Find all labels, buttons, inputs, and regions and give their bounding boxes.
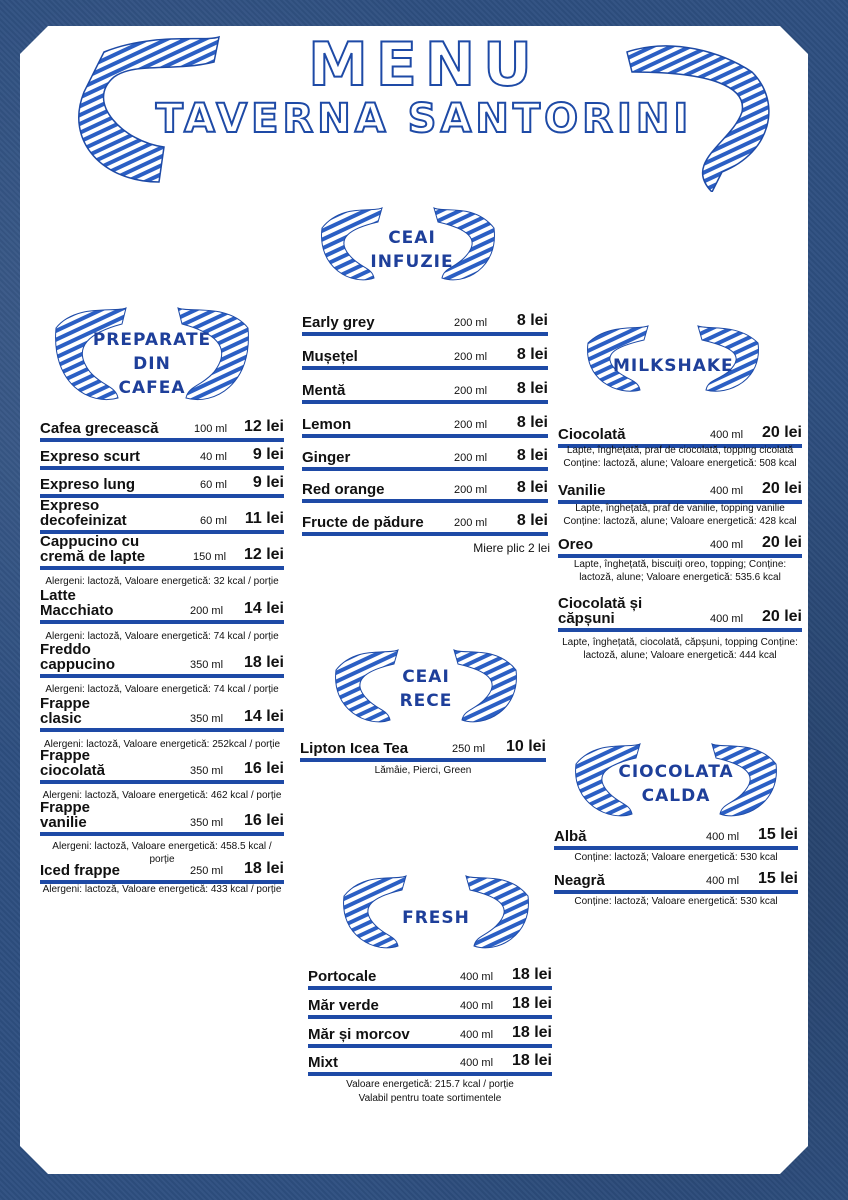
- menu-item-frappe-ciocolata: Frappe ciocolată 350 ml 16 lei: [40, 754, 284, 784]
- menu-item-lipton-ice-tea: Lipton Icea Tea 250 ml 10 lei: [300, 734, 546, 762]
- menu-item-milkshake-oreo: Oreo 400 ml 20 lei: [558, 530, 802, 558]
- ceai-rece-title: CEAI RECE: [399, 667, 453, 711]
- menu-item-milkshake-vanilie: Vanilie 400 ml 20 lei: [558, 476, 802, 504]
- menu-item-frappe-clasic: Frappe clasic 350 ml 14 lei: [40, 702, 284, 732]
- menu-item-mar-verde: Măr verde 400 ml 18 lei: [308, 991, 552, 1019]
- cafea-note: Alergeni: lactoză, Valoare energetică: 462 kcal / porție: [42, 790, 282, 801]
- cafea-note: Alergeni: lactoză, Valoare energetică: 74 kcal / porție: [45, 631, 279, 642]
- ceai-rece-note: Lămâie, Pierci, Green: [374, 765, 472, 776]
- milkshake-title: MILKSHAKE: [613, 356, 734, 376]
- menu-item-expreso-scurt: Expreso scurt 40 ml 9 lei: [40, 442, 284, 470]
- miere-note: Miere plic 2 lei: [473, 541, 550, 555]
- cafea-note: Alergeni: lactoză, Valoare energetică: 433 kcal / porție: [42, 884, 282, 895]
- milkshake-desc: Lapte, înghețată, biscuiți oreo, topping; Conține: lactoză, alune; Valoare energetică: 535.6 kcal: [573, 559, 787, 583]
- menu-item-expreso-decofeinizat: Expreso decofeinizat 60 ml 11 lei: [40, 504, 284, 534]
- cafea-note: Alergeni: lactoză, Valoare energetică: 458.5 kcal / porție: [52, 841, 272, 865]
- fresh-note-energy: Valoare energetică: 215.7 kcal / porție: [346, 1079, 514, 1090]
- ciocolata-note: Conține: lactoză; Valoare energetică: 530 kcal: [574, 852, 778, 863]
- menu-item-cappucino: Cappucino cu cremă de lapte 150 ml 12 lei: [40, 540, 284, 570]
- milkshake-desc: Lapte, înghețată, praf de ciocolată, topping cicolată Conține: lactoză, alune; Valoare energetică: 508 kcal: [563, 445, 797, 469]
- ceai-infuzie-title: CEAI INFUZIE: [370, 228, 454, 272]
- cafea-note: Alergeni: lactoză, Valoare energetică: 32 kcal / porție: [45, 576, 279, 587]
- menu-item-mar-si-morcov: Măr și morcov 400 ml 18 lei: [308, 1020, 552, 1048]
- menu-item-ciocolata-alba: Albă 400 ml 15 lei: [554, 822, 798, 850]
- menu-item-mixt: Mixt 400 ml 18 lei: [308, 1048, 552, 1076]
- menu-item-frappe-vanilie: Frappe vanilie 350 ml 16 lei: [40, 806, 284, 836]
- menu-item-red-orange: Red orange 200 ml 8 lei: [302, 475, 548, 503]
- menu-title: MENU: [308, 30, 540, 100]
- menu-item-milkshake-ciocolata: Ciocolată 400 ml 20 lei: [558, 420, 802, 448]
- ciocolata-calda-title: CIOCOLATA CALDA: [618, 762, 734, 806]
- menu-item-expreso-lung: Expreso lung 60 ml 9 lei: [40, 470, 284, 498]
- menu-item-portocale: Portocale 400 ml 18 lei: [308, 962, 552, 990]
- ciocolata-note: Conține: lactoză; Valoare energetică: 530 kcal: [574, 896, 778, 907]
- menu-item-early-grey: Early grey 200 ml 8 lei: [302, 308, 548, 336]
- cafea-note: Alergeni: lactoză, Valoare energetică: 252kcal / porție: [43, 739, 281, 750]
- menu-item-milkshake-capsuni: Ciocolată și căpșuni 400 ml 20 lei: [558, 600, 802, 632]
- fresh-title: FRESH: [402, 908, 470, 928]
- menu-item-musetel: Mușețel 200 ml 8 lei: [302, 342, 548, 370]
- menu-item-iced-frappe: Iced frappe 250 ml 18 lei: [40, 856, 284, 884]
- milkshake-desc: Lapte, înghețată, praf de vanilie, topping vanilie Conține: lactoză, alune; Valoare energetică: 428 kcal: [563, 503, 797, 527]
- menu-item-ginger: Ginger 200 ml 8 lei: [302, 443, 548, 471]
- menu-item-ciocolata-neagra: Neagră 400 ml 15 lei: [554, 866, 798, 894]
- preparate-cafea-title: PREPARATE DIN CAFEA: [92, 330, 212, 398]
- milkshake-desc: Lapte, înghețată, ciocolată, căpșuni, topping Conține: lactoză, alune; Valoare energetică: 444 kcal: [562, 637, 798, 661]
- menu-item-latte-macchiato: Latte Macchiato 200 ml 14 lei: [40, 594, 284, 624]
- menu-item-cafea-greceasca: Cafea grecească 100 ml 12 lei: [40, 414, 284, 442]
- menu-item-menta: Mentă 200 ml 8 lei: [302, 376, 548, 404]
- menu-item-freddo-cappucino: Freddo cappucino 350 ml 18 lei: [40, 648, 284, 678]
- cafea-note: Alergeni: lactoză, Valoare energetică: 74 kcal / porție: [45, 684, 279, 695]
- menu-item-lemon: Lemon 200 ml 8 lei: [302, 410, 548, 438]
- restaurant-name: TAVERNA SANTORINI: [155, 96, 693, 142]
- fresh-note-valid: Valabil pentru toate sortimentele: [358, 1093, 502, 1104]
- menu-item-fructe-de-padure: Fructe de pădure 200 ml 8 lei: [302, 508, 548, 536]
